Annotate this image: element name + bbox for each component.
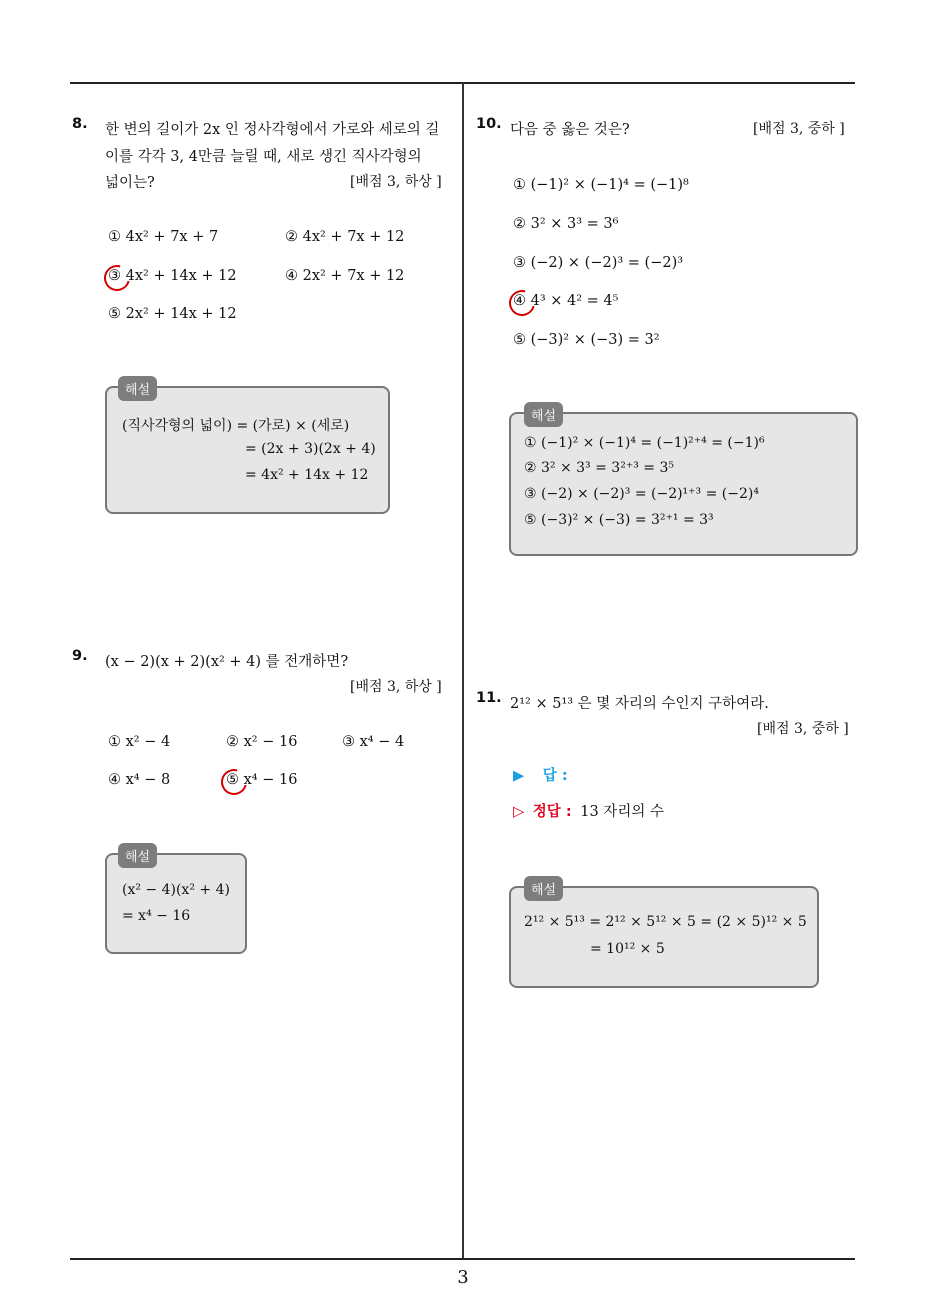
question-text: 2¹² × 5¹³ 은 몇 자리의 수인지 구하여라.	[510, 696, 769, 712]
choice-2[interactable]: ② 4x² + 7x + 12	[285, 229, 405, 245]
score-label: [배점 3, 중하 ]	[753, 121, 845, 137]
score-label: [배점 3, 하상 ]	[350, 174, 442, 190]
play-outline-icon: ▷	[513, 804, 525, 820]
bottom-rule	[70, 1258, 855, 1260]
solution-line: = (2x + 3)(2x + 4)	[245, 441, 376, 457]
column-divider	[462, 82, 464, 1260]
choice-3[interactable]: ③ 4x² + 14x + 12	[108, 268, 237, 284]
choice-2[interactable]: ② 3² × 3³ = 3⁶	[513, 216, 619, 232]
solution-box	[509, 886, 819, 988]
score-label: [배점 3, 하상 ]	[350, 679, 442, 695]
play-icon: ▶	[513, 768, 525, 784]
question-text-line: 한 변의 길이가 2x 인 정사각형에서 가로와 세로의 길	[105, 122, 440, 138]
question-number: 9.	[72, 648, 88, 664]
solution-box	[105, 853, 247, 954]
choice-3[interactable]: ③ x⁴ − 4	[342, 734, 405, 750]
question-text-line: 넓이는?	[105, 175, 155, 191]
solution-tag: 해설	[524, 402, 563, 427]
question-number: 10.	[476, 116, 502, 132]
question-number: 8.	[72, 116, 88, 132]
question-number: 11.	[476, 690, 502, 706]
choice-3[interactable]: ③ (−2) × (−2)³ = (−2)³	[513, 255, 684, 271]
question-text: (x − 2)(x + 2)(x² + 4) 를 전개하면?	[105, 654, 349, 670]
solution-line: (x² − 4)(x² + 4)	[122, 882, 230, 898]
correct-value: 13 자리의 수	[580, 804, 664, 820]
choice-2[interactable]: ② x² − 16	[226, 734, 298, 750]
correct-answer-row	[513, 800, 664, 821]
choice-4[interactable]: ④ 4³ × 4² = 4⁵	[513, 293, 619, 309]
solution-line: (직사각형의 넓이) = (가로) × (세로)	[122, 418, 350, 434]
solution-tag: 해설	[524, 876, 563, 901]
solution-line: = x⁴ − 16	[122, 908, 191, 924]
solution-line: ② 3² × 3³ = 3²⁺³ = 3⁵	[524, 460, 674, 476]
answer-label: 답 :	[542, 768, 568, 784]
choice-4[interactable]: ④ 2x² + 7x + 12	[285, 268, 405, 284]
choice-5[interactable]: ⑤ (−3)² × (−3) = 3²	[513, 332, 660, 348]
solution-line: ③ (−2) × (−2)³ = (−2)¹⁺³ = (−2)⁴	[524, 486, 759, 502]
choice-4[interactable]: ④ x⁴ − 8	[108, 772, 171, 788]
choice-1[interactable]: ① 4x² + 7x + 7	[108, 229, 219, 245]
question-text-line: 이를 각각 3, 4만큼 늘릴 때, 새로 생긴 직사각형의	[105, 149, 422, 165]
page-number: 3	[457, 1267, 469, 1288]
choice-1[interactable]: ① x² − 4	[108, 734, 171, 750]
choice-5[interactable]: ⑤ 2x² + 14x + 12	[108, 306, 237, 322]
solution-box	[509, 412, 858, 556]
solution-line: ① (−1)² × (−1)⁴ = (−1)²⁺⁴ = (−1)⁶	[524, 435, 765, 451]
choice-5[interactable]: ⑤ x⁴ − 16	[226, 772, 298, 788]
answer-row[interactable]	[513, 764, 568, 785]
solution-line: = 4x² + 14x + 12	[245, 467, 369, 483]
solution-line: = 10¹² × 5	[590, 941, 665, 957]
solution-tag: 해설	[118, 843, 157, 868]
score-label: [배점 3, 중하 ]	[757, 721, 849, 737]
question-text: 다음 중 옳은 것은?	[510, 122, 630, 138]
solution-tag: 해설	[118, 376, 157, 401]
correct-label: 정답 :	[532, 804, 572, 820]
solution-line: 2¹² × 5¹³ = 2¹² × 5¹² × 5 = (2 × 5)¹² × 5	[524, 914, 807, 930]
solution-line: ⑤ (−3)² × (−3) = 3²⁺¹ = 3³	[524, 512, 714, 528]
choice-1[interactable]: ① (−1)² × (−1)⁴ = (−1)⁸	[513, 177, 689, 193]
